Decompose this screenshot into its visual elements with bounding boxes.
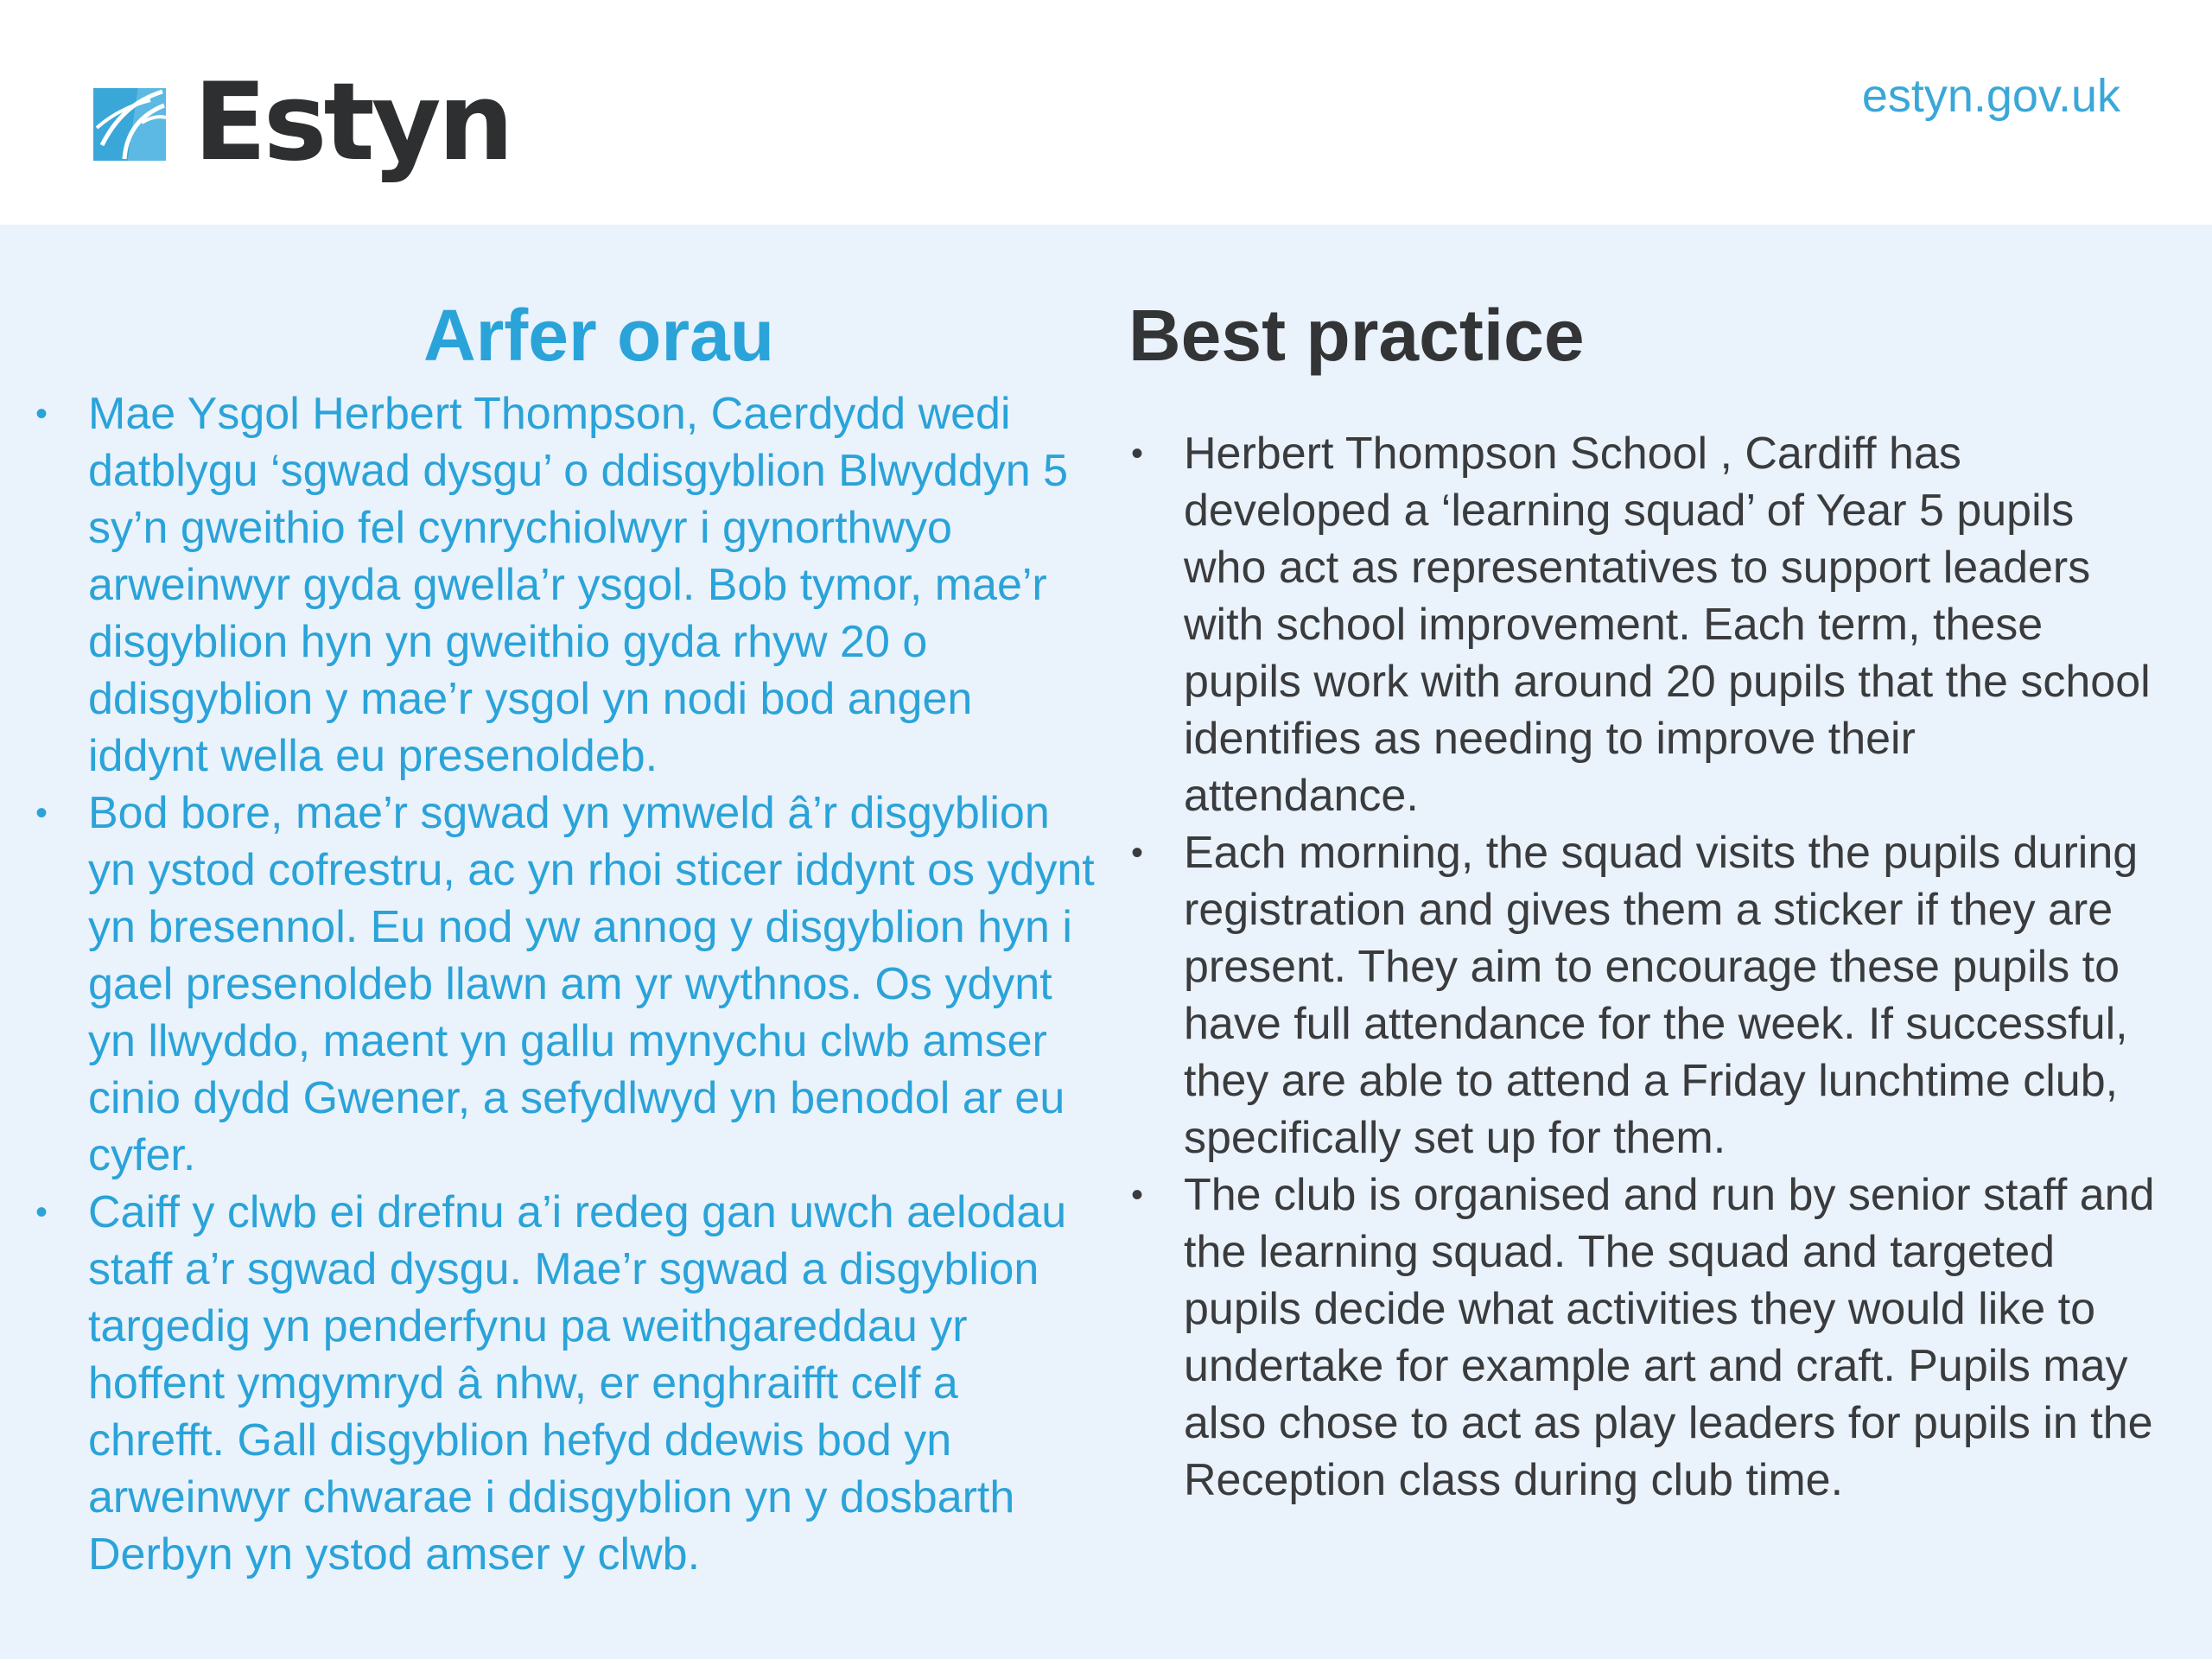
- bullet-icon: •: [35, 395, 48, 433]
- english-bullet-text: Each morning, the squad visits the pupils during registration and gives them a sticker if they are present. They aim to encourage these pupils to have full attendance for the week. If successful, they are able to attend a Friday lunchtime club, specifically set up for them.: [1184, 828, 2139, 1163]
- bullet-icon: •: [1130, 435, 1143, 473]
- welsh-bullet-list: [24, 385, 1096, 1583]
- welsh-bullet-item: [24, 1184, 1096, 1583]
- site-url-link[interactable]: estyn.gov.uk: [1861, 70, 2120, 122]
- english-bullet-item: [1120, 1166, 2157, 1509]
- english-bullet-text: Herbert Thompson School , Cardiff has developed a ‘learning squad’ of Year 5 pupils who act as representatives to support leaders with school improvement. Each term, these pupils work with around 20 pupils that the school identifies as needing to improve their attendance.: [1184, 429, 2151, 821]
- logo-wordmark: Estyn: [194, 60, 511, 185]
- bullet-icon: •: [1130, 1176, 1143, 1214]
- bullet-icon: •: [35, 794, 48, 832]
- english-bullet-item: [1120, 824, 2157, 1166]
- estyn-logo-mark-icon: [90, 83, 169, 162]
- welsh-bullet-text: Mae Ysgol Herbert Thompson, Caerdydd wedi datblygu ‘sgwad dysgu’ o ddisgyblion Blwyddyn 5 sy’n gweithio fel cynrychiolwyr i gynorthwyo arweinwyr gyda gwella’r ysgol. Bob tymor, mae’r disgyblion hyn yn gweithio gyda rhyw 20 o ddisgyblion y mae’r ysgol yn nodi bod angen iddynt wella eu presenoldeb.: [88, 389, 1069, 781]
- welsh-heading: Arfer orau: [423, 295, 775, 376]
- bullet-icon: •: [1130, 834, 1143, 872]
- welsh-bullet-text: Bod bore, mae’r sgwad yn ymweld â’r disgyblion yn ystod cofrestru, ac yn rhoi sticer iddynt os ydynt yn bresennol. Eu nod yw annog y disgyblion hyn i gael presenoldeb llawn am yr wythnos. Os ydynt yn llwyddo, maent yn gallu mynychu clwb amser cinio dydd Gwener, a sefydlwyd yn benodol ar eu cyfer.: [88, 788, 1095, 1180]
- english-heading: Best practice: [1128, 295, 1585, 376]
- page-header: [0, 0, 2212, 225]
- welsh-bullet-item: [24, 385, 1096, 785]
- content-panel: [0, 225, 2212, 1659]
- english-bullet-text: The club is organised and run by senior staff and the learning squad. The squad and targeted pupils decide what activities they would like to undertake for example art and craft. Pupils may also chose to act as play leaders for pupils in the Reception class during club time.: [1184, 1170, 2155, 1505]
- welsh-bullet-item: [24, 785, 1096, 1184]
- bullet-icon: •: [35, 1193, 48, 1231]
- english-bullet-item: [1120, 425, 2157, 824]
- welsh-bullet-text: Caiff y clwb ei drefnu a’i redeg gan uwch aelodau staff a’r sgwad dysgu. Mae’r sgwad a disgyblion targedig yn penderfynu pa weithgareddau yr hoffent ymgymryd â nhw, er enghraifft celf a chrefft. Gall disgyblion hefyd ddewis bod yn arweinwyr chwarae i ddisgyblion yn y dosbarth Derbyn yn ystod amser y clwb.: [88, 1187, 1067, 1580]
- english-bullet-list: [1120, 425, 2157, 1509]
- estyn-logo[interactable]: [90, 62, 511, 183]
